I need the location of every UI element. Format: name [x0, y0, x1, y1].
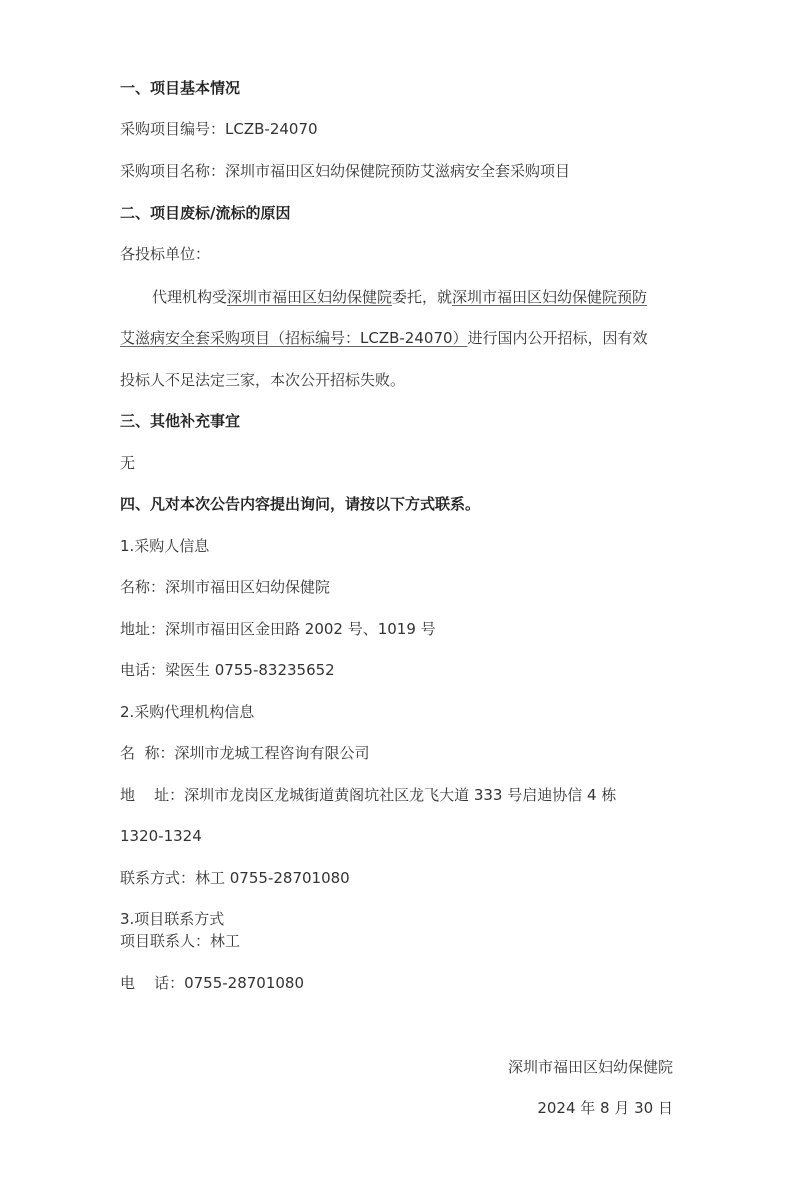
project-contact-phone: 电 话：0755-28701080 — [120, 974, 305, 992]
paragraph-line-2 — [120, 328, 648, 348]
project-name-line — [120, 161, 570, 181]
section3-heading: 三、其他补充事宜 — [120, 412, 241, 430]
project-contact-person: 项目联系人：林工 — [120, 932, 241, 950]
section4-heading: 四、凡对本次公告内容提出询问，请按以下方式联系。 — [120, 495, 481, 513]
project-ref-part2: 艾滋病安全套采购项目（招标编号：LCZB-24070） — [120, 329, 468, 347]
purchaser-address: 地址：深圳市福田区金田路 2002 号、1019 号 — [120, 620, 436, 638]
section2-heading: 二、项目废标/流标的原因 — [120, 204, 291, 222]
project-name-label: 采购项目名称： — [120, 162, 226, 180]
section3-content: 无 — [120, 454, 136, 472]
paragraph-line-3: 投标人不足法定三家，本次公开招标失败。 — [120, 371, 406, 389]
agency-address-line-1: 地 址：深圳市龙岗区龙城街道黄阁坑社区龙飞大道 333 号启迪协信 4 栋 — [120, 786, 617, 804]
agency-address-line-2: 1320-1324 — [120, 827, 202, 845]
project-number-value: LCZB-24070 — [225, 120, 318, 138]
purchaser-name: 名称：深圳市福田区妇幼保健院 — [120, 578, 331, 596]
agency-contact: 联系方式：林工 0755-28701080 — [120, 869, 350, 887]
purchaser-ref: 深圳市福田区妇幼保健院 — [227, 288, 393, 306]
project-name-value: 深圳市福田区妇幼保健院预防艾滋病安全套采购项目 — [225, 162, 571, 180]
paragraph-text-f: 进行国内公开招标，因有效 — [467, 329, 648, 347]
greeting: 各投标单位： — [120, 245, 211, 263]
project-ref-part1: 深圳市福田区妇幼保健院预防 — [452, 288, 648, 306]
signature-date: 2024 年 8 月 30 日 — [537, 1099, 673, 1117]
paragraph-text-a: 代理机构受 — [152, 288, 228, 306]
signature-org: 深圳市福田区妇幼保健院 — [507, 1058, 673, 1076]
agency-info-title: 2.采购代理机构信息 — [120, 703, 255, 721]
paragraph-line-1 — [152, 287, 647, 307]
project-number-line — [120, 119, 318, 139]
purchaser-phone: 电话：梁医生 0755-83235652 — [120, 661, 335, 679]
project-number-label: 采购项目编号： — [120, 120, 226, 138]
project-contact-title: 3.项目联系方式 — [120, 910, 225, 928]
agency-name: 名 称：深圳市龙城工程咨询有限公司 — [120, 744, 370, 762]
section1-heading: 一、项目基本情况 — [120, 79, 241, 97]
purchaser-info-title: 1.采购人信息 — [120, 537, 210, 555]
paragraph-text-c: 委托，就 — [392, 288, 453, 306]
